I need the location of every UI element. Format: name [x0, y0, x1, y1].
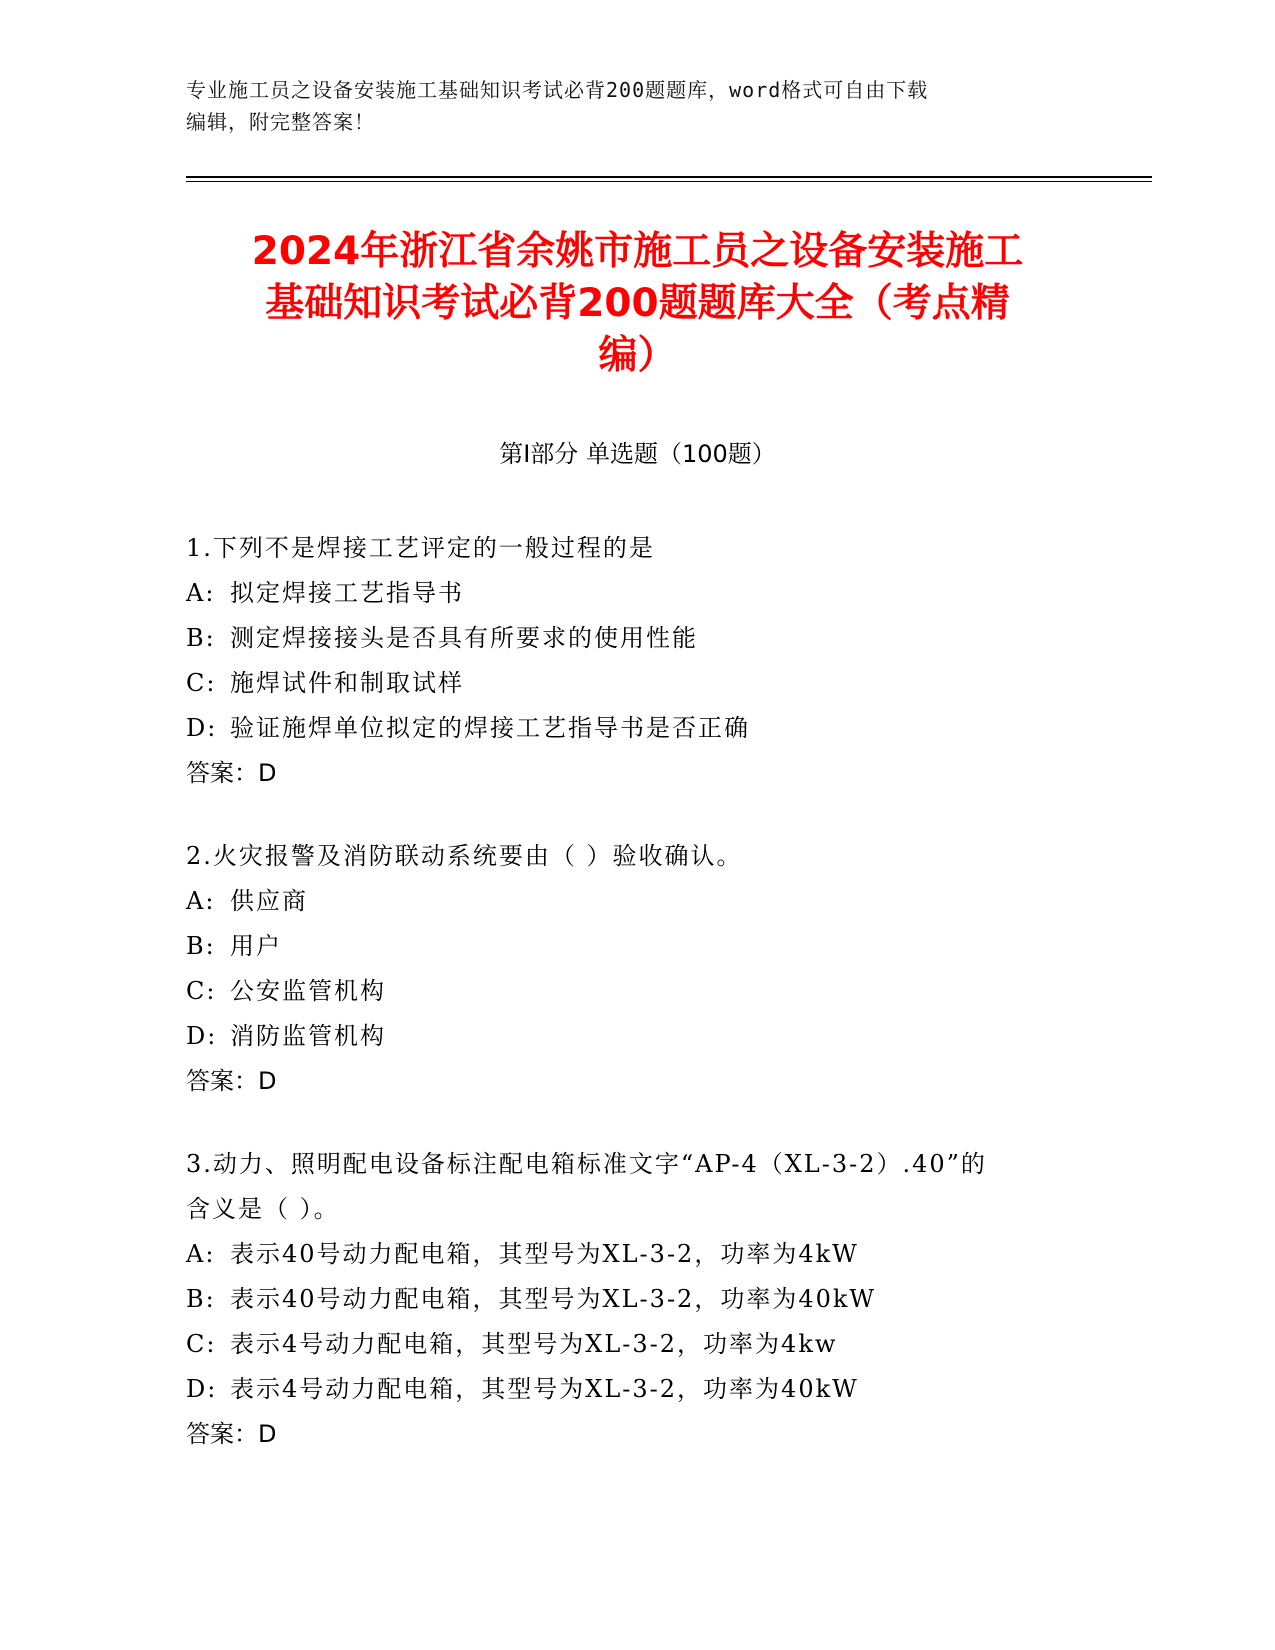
option-text: 表示40号动力配电箱，其型号为XL-3-2，功率为4kW [230, 1240, 859, 1268]
question-stem: 2.火灾报警及消防联动系统要由（ ）验收确认。 [186, 842, 743, 870]
answer-line [186, 1412, 1086, 1457]
document-title [180, 226, 1095, 382]
answer-label: 答案： [186, 1067, 258, 1095]
option-text: 供应商 [230, 887, 308, 915]
question-stem-continued: 含义是（ ）。 [186, 1195, 340, 1223]
header-note-line-2: 编辑，附完整答案！ [186, 110, 375, 134]
title-line-2: 基础知识考试必背200题题库大全（考点精 [265, 281, 1010, 326]
option-key: C: [186, 977, 217, 1005]
answer-line [186, 751, 1086, 796]
answer-value: D [258, 1067, 277, 1095]
option-b [186, 616, 1086, 661]
option-d [186, 706, 1086, 751]
option-text: 表示40号动力配电箱，其型号为XL-3-2，功率为40kW [230, 1285, 877, 1313]
option-a [186, 571, 1086, 616]
option-key: B: [186, 932, 216, 960]
option-key: B: [186, 624, 216, 652]
option-b [186, 1277, 1086, 1322]
option-b [186, 924, 1086, 969]
answer-line [186, 1059, 1086, 1104]
title-line-1: 2024年浙江省余姚市施工员之设备安装施工 [251, 229, 1024, 274]
question-stem: 1.下列不是焊接工艺评定的一般过程的是 [186, 534, 655, 562]
answer-label: 答案： [186, 759, 258, 787]
question-list [186, 526, 1086, 1495]
option-c [186, 1322, 1086, 1367]
title-line-3: 编） [598, 333, 677, 378]
answer-value: D [258, 759, 277, 787]
option-text: 验证施焊单位拟定的焊接工艺指导书是否正确 [230, 714, 750, 742]
question-3 [186, 1142, 1086, 1457]
header-divider-thin [186, 181, 1152, 182]
option-c [186, 661, 1086, 706]
option-c [186, 969, 1086, 1014]
option-key: B: [186, 1285, 216, 1313]
answer-value: D [258, 1420, 277, 1448]
header-note [186, 74, 1086, 138]
option-text: 用户 [230, 932, 282, 960]
option-d [186, 1367, 1086, 1412]
question-stem: 3.动力、照明配电设备标注配电箱标准文字“AP-4（XL-3-2）.40”的 [186, 1150, 987, 1178]
option-a [186, 879, 1086, 924]
option-text: 测定焊接接头是否具有所要求的使用性能 [230, 624, 698, 652]
option-d [186, 1014, 1086, 1059]
option-text: 公安监管机构 [230, 977, 386, 1005]
option-text: 消防监管机构 [230, 1022, 386, 1050]
option-text: 拟定焊接工艺指导书 [230, 579, 464, 607]
option-key: D: [186, 1375, 218, 1403]
option-key: A: [186, 579, 216, 607]
option-text: 表示4号动力配电箱，其型号为XL-3-2，功率为40kW [230, 1375, 859, 1403]
answer-label: 答案： [186, 1420, 258, 1448]
option-key: D: [186, 714, 218, 742]
question-1 [186, 526, 1086, 796]
section-heading: 第I部分 单选题（100题） [499, 440, 776, 468]
option-text: 表示4号动力配电箱，其型号为XL-3-2，功率为4kw [230, 1330, 838, 1358]
option-text: 施焊试件和制取试样 [230, 669, 464, 697]
option-key: A: [186, 1240, 216, 1268]
header-note-line-1: 专业施工员之设备安装施工基础知识考试必背200题题库，word格式可自由下载 [186, 78, 929, 102]
question-2 [186, 834, 1086, 1104]
option-key: C: [186, 669, 217, 697]
option-key: D: [186, 1022, 218, 1050]
header-divider-thick [186, 176, 1152, 178]
option-a [186, 1232, 1086, 1277]
option-key: A: [186, 887, 216, 915]
option-key: C: [186, 1330, 217, 1358]
